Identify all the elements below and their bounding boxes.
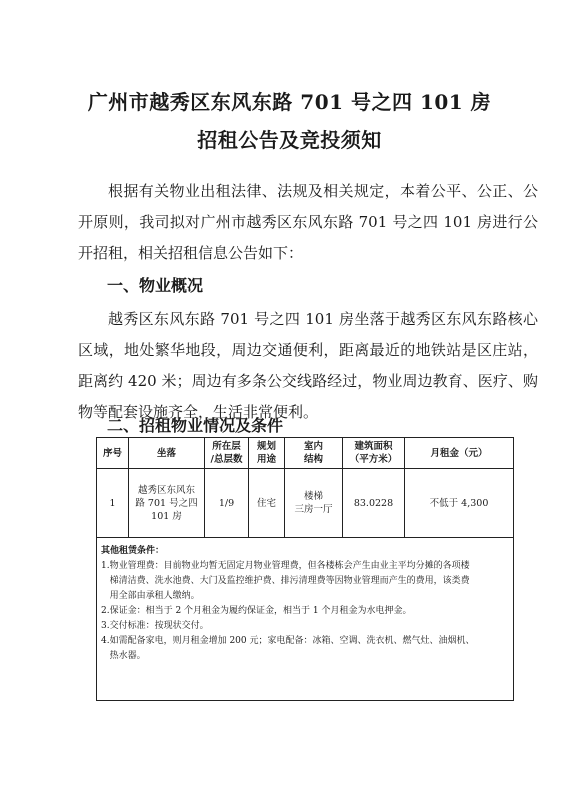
cell-location: 越秀区东风东 路 701 号之四 101 房	[129, 469, 205, 538]
table-header-row	[97, 438, 514, 469]
cell-structure: 楼梯 三房一厅	[285, 469, 343, 538]
section1-heading: 一、物业概况	[107, 276, 204, 295]
section1-paragraph: 越秀区东风东路 701 号之四 101 房坐落于越秀区东风东路核心区域，地处繁华地段，周边交通便利，距离最近的地铁站是区庄站，距离约 420 米；周边有多条公交线路经过，物业周边教育、医疗、购物等配套设施齐全，生活非常便利。	[78, 310, 538, 421]
document-title-line2: 招租公告及竞投须知	[197, 128, 382, 152]
header-area: 建筑面积 （平方米）	[343, 438, 405, 469]
condition-line: 用全部由承租人缴纳。	[101, 591, 200, 601]
document-title-line1: 广州市越秀区东风东路 701 号之四 101 房	[87, 90, 492, 114]
section2-heading: 二、招租物业情况及条件	[107, 416, 284, 435]
intro-paragraph: 根据有关物业出租法律、法规及相关规定，本着公平、公正、公开原则，我司拟对广州市越秀区东风东路 701 号之四 101 房进行公开招租，相关招租信息公告如下：	[78, 182, 538, 262]
table-row	[97, 469, 514, 538]
cell-rent: 不低于 4,300	[405, 469, 514, 538]
cell-floor: 1/9	[205, 469, 249, 538]
conditions-title: 其他租赁条件：	[101, 546, 165, 556]
header-usage: 规划 用途	[249, 438, 285, 469]
cell-usage: 住宅	[249, 469, 285, 538]
condition-line: 梯清洁费、洗水池费、大门及监控维护费、排污清理费等因物业管理而产生的费用，该类费	[101, 576, 470, 586]
cell-index: 1	[97, 469, 129, 538]
condition-line: 3.交付标准：按现状交付。	[101, 621, 209, 631]
header-structure: 室内 结构	[285, 438, 343, 469]
condition-line: 2.保证金：相当于 2 个月租金为履约保证金，相当于 1 个月租金为水电押金。	[101, 606, 412, 616]
cell-area: 83.0228	[343, 469, 405, 538]
header-location: 坐落	[129, 438, 205, 469]
header-rent: 月租金（元）	[405, 438, 514, 469]
conditions-row	[97, 538, 514, 701]
header-index: 序号	[97, 438, 129, 469]
conditions-cell	[97, 538, 514, 701]
condition-line: 4.如需配备家电，则月租金增加 200 元；家电配备：冰箱、空调、洗衣机、燃气灶、油烟机、	[101, 636, 475, 646]
condition-line: 热水器。	[101, 651, 146, 661]
condition-line: 1.物业管理费：目前物业均暂无固定月物业管理费，但各楼栋会产生由业主平均分摊的各项楼	[101, 561, 470, 571]
rental-table	[96, 437, 514, 701]
header-floor: 所在层 /总层数	[205, 438, 249, 469]
